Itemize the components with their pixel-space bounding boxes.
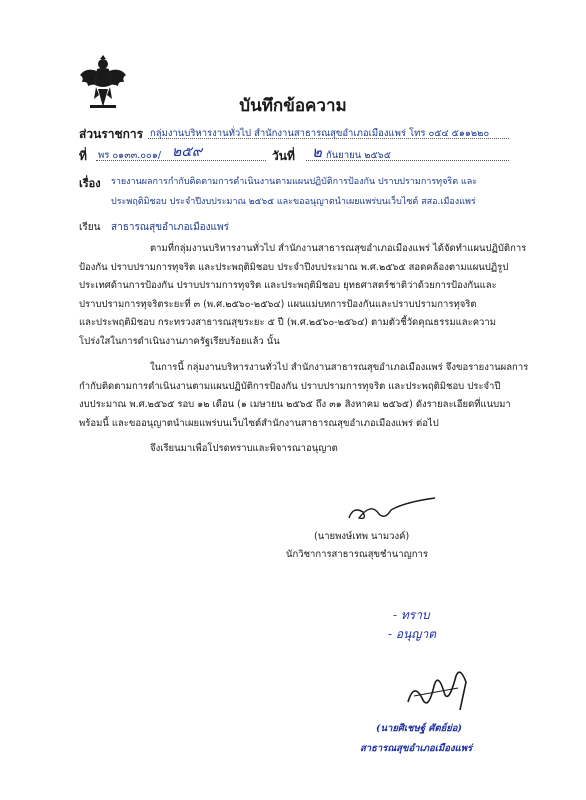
body-p1-line: ตามที่กลุ่มงานบริหารงานทั่วไป สำนักงานสาธารณสุขอำเภอเมืองแพร่ ได้จัดทำแผนปฏิบัติการ bbox=[150, 243, 527, 254]
subject-line-1: รายงานผลการกำกับติดตามการดำเนินงานตามแผนปฏิบัติการป้องกัน ปราบปรามการทุจริต และ bbox=[111, 177, 478, 187]
dept-value: กลุ่มงานบริหารงานทั่วไป สำนักงานสาธารณสุขอำเภอเมืองแพร่ โทร ๐๕๔ ๕๑๑๒๒๐ bbox=[150, 128, 490, 139]
approver-stamp-position: สาธารณสุขอำเภอเมืองแพร่ bbox=[360, 743, 473, 754]
body-p1-line: โปร่งใสในการดำเนินงานภาครัฐเรียบร้อยแล้ว นั้น bbox=[79, 335, 280, 347]
approver-signature-icon bbox=[400, 662, 480, 718]
body-p2-line: งบประมาณ พ.ศ.๒๕๖๕ รอบ ๑๒ เดือน (๑ เมษายน ๒๕๖๕ ถึง ๓๑ สิงหาคม ๒๕๖๕) ดังรายละเอียดที่แนบมา bbox=[79, 399, 511, 410]
dept-label: ส่วนราชการ bbox=[79, 127, 144, 141]
memo-title: บันทึกข้อความ bbox=[239, 96, 347, 116]
body-p1-line: ปราบปรามการทุจริตระยะที่ ๓ (พ.ศ.๒๕๖๐-๒๕๖๔) แผนแม่บทการป้องกันและปราบปรามการทุจริต bbox=[79, 298, 477, 310]
body-p2-line: กำกับติดตามการดำเนินงานตามแผนปฏิบัติการป้องกัน ปราบปรามการทุจริต และประพฤติมิชอบ ประจำปี bbox=[79, 380, 501, 392]
subject-label: เรื่อง bbox=[79, 177, 101, 190]
body-p1-line: ประเทศด้านการป้องกัน ปราบปรามการทุจริต และประพฤติมิชอบ ยุทธศาสตร์ชาติว่าด้วยการป้องกันและ bbox=[79, 280, 497, 291]
signer-signature-icon bbox=[345, 492, 440, 528]
date-day-handwritten: ๒ bbox=[312, 143, 322, 161]
approval-note-2: - อนุญาต bbox=[388, 627, 437, 641]
subject-line-2: ประพฤติมิชอบ ประจำปีงบประมาณ ๒๕๖๕ และขออนุญาตนำเผยแพร่บนเว็บไซต์ สสอ.เมืองแพร่ bbox=[111, 197, 476, 207]
body-p1-line: ป้องกัน ปราบปรามการทุจริต และประพฤติมิชอบ ประจำปีงบประมาณ พ.ศ.๒๕๖๕ สอดคล้องตามแผนปฏิรูป bbox=[79, 261, 509, 273]
date-label: วันที่ bbox=[272, 149, 295, 163]
ref-value: พร ๐๑๓๓.๐๐๑/ bbox=[98, 150, 162, 161]
ref-number-handwritten: ๒๕๙ bbox=[172, 144, 203, 160]
to-value: สาธารณสุขอำเภอเมืองแพร่ bbox=[111, 222, 229, 233]
approver-stamp-name: (นายศิเชษฐ์ ศัตย์ย่อ) bbox=[376, 723, 462, 734]
signer-name: (นายพงษ์เทพ นามวงค์) bbox=[314, 531, 410, 542]
body-paragraph-2 bbox=[79, 359, 529, 433]
body-p1-line: และประพฤติมิชอบ กระทรวงสาธารณสุขระยะ ๕ ปี (พ.ศ.๒๕๖๐-๒๕๖๔) ตามตัวชี้วัดคุณธรรมและความ bbox=[79, 317, 496, 328]
date-value: กันยายน ๒๕๖๕ bbox=[326, 150, 391, 161]
body-paragraph-1 bbox=[79, 240, 527, 351]
approval-note-1: - ทราบ bbox=[393, 608, 430, 622]
body-p2-line: ในการนี้ กลุ่มงานบริหารงานทั่วไป สำนักงานสาธารณสุขอำเภอเมืองแพร่ จึงขอรายงานผลการ bbox=[150, 362, 529, 373]
to-label: เรียน bbox=[79, 222, 101, 233]
body-p2-line: พร้อมนี้ และขออนุญาตนำเผยแพร่บนเว็บไซต์สำนักงานสาธารณสุขอำเภอเมืองแพร่ ต่อไป bbox=[79, 417, 439, 429]
signer-position: นักวิชาการสาธารณสุขชำนาญการ bbox=[286, 549, 428, 560]
ref-label: ที่ bbox=[79, 149, 87, 163]
closing-line: จึงเรียนมาเพื่อโปรดทราบและพิจารณาอนุญาต bbox=[150, 443, 338, 454]
